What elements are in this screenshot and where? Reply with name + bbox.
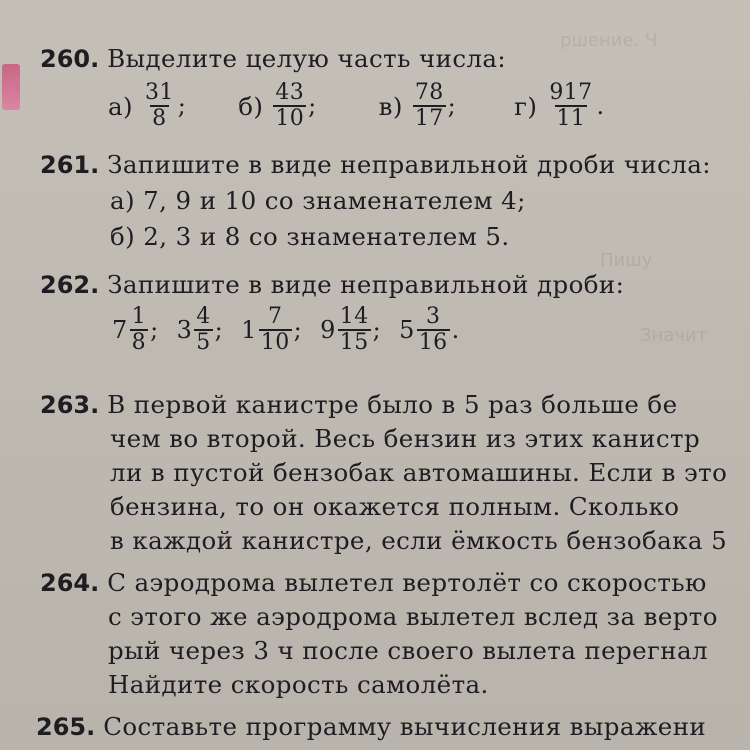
problem-265-heading: [36, 712, 706, 741]
fraction: [547, 82, 594, 130]
problem-number: 261.: [40, 151, 100, 179]
fraction: [130, 306, 148, 354]
problem-263-line-5: в каждой канистре, если ёмкость бензобака 5: [110, 526, 728, 555]
problem-261-heading: [40, 150, 711, 179]
bleed-through-text: Пишу: [600, 250, 653, 271]
separator: ;: [372, 316, 382, 344]
numerator: 7: [268, 304, 283, 329]
item-label: г): [514, 91, 538, 121]
separator: ;: [214, 316, 224, 344]
problem-number: 263.: [40, 391, 100, 419]
denominator: 8: [152, 106, 167, 131]
separator: .: [451, 316, 460, 344]
fraction: [273, 82, 306, 130]
fraction-item: [514, 82, 604, 130]
fraction-item: [238, 82, 316, 130]
problem-263-line-2: чем во второй. Весь бензин из этих канистр: [110, 424, 701, 453]
fraction: [417, 306, 450, 354]
problem-text: Запишите в виде неправильной дроби:: [107, 270, 625, 299]
numerator: 4: [196, 304, 211, 329]
problem-text: Запишите в виде неправильной дроби числа:: [107, 150, 711, 179]
fraction: [259, 306, 292, 354]
problem-262-mixed-numbers: [112, 306, 460, 354]
problem-262-heading: [40, 270, 624, 299]
numerator: 3: [425, 304, 441, 329]
mixed-number: [241, 306, 302, 354]
numerator: 917: [549, 80, 593, 105]
mixed-number: [177, 306, 224, 354]
separator: ;: [293, 316, 303, 344]
problem-261-line-b: б) 2, 3 и 8 со знаменателем 5.: [110, 222, 510, 251]
item-label: в): [378, 91, 403, 121]
separator: ;: [447, 92, 457, 120]
bleed-through-text: Значит: [640, 325, 708, 346]
problem-264-line-4: Найдите скорость самолёта.: [108, 670, 489, 699]
whole-part: 9: [320, 316, 336, 344]
denominator: 16: [418, 330, 448, 355]
denominator: 15: [339, 330, 369, 355]
whole-part: 1: [241, 316, 257, 344]
denominator: 5: [196, 330, 211, 355]
fraction: [413, 82, 446, 130]
bleed-through-text: ршение. Ч: [560, 30, 658, 51]
mixed-number: [112, 306, 159, 354]
item-label: а): [108, 91, 133, 121]
mixed-number: [320, 306, 381, 354]
fraction: [194, 306, 212, 354]
separator: ;: [150, 316, 159, 344]
fraction: [143, 82, 176, 130]
whole-part: 5: [399, 316, 415, 344]
numerator: 1: [131, 304, 147, 329]
fraction-item: [108, 82, 186, 130]
whole-part: 3: [176, 316, 193, 344]
separator: ;: [308, 92, 317, 120]
problem-number: 260.: [40, 45, 100, 73]
fraction-item: [379, 82, 456, 130]
separator: .: [596, 92, 605, 120]
problem-number: 265.: [36, 713, 96, 741]
problem-text: В первой канистре было в 5 раз больше бе: [107, 390, 678, 419]
numerator: 78: [414, 80, 444, 105]
denominator: 11: [556, 106, 586, 131]
denominator: 17: [414, 106, 444, 131]
problem-264-line-1: [40, 568, 707, 597]
item-label: б): [238, 91, 264, 121]
numerator: 43: [275, 80, 305, 105]
numerator: 14: [339, 304, 369, 329]
separator: ;: [177, 92, 187, 120]
problem-260-fractions: [108, 82, 605, 130]
problem-261-line-a: а) 7, 9 и 10 со знаменателем 4;: [110, 186, 526, 215]
mixed-number: [399, 306, 460, 354]
problem-264-line-3: рый через 3 ч после своего вылета перегнал: [108, 636, 708, 665]
whole-part: 7: [112, 316, 128, 344]
problem-number: 262.: [40, 271, 100, 299]
pink-marker-stroke: [2, 64, 20, 110]
denominator: 10: [275, 106, 305, 131]
denominator: 8: [131, 330, 147, 355]
problem-263-line-1: [40, 390, 677, 419]
problem-264-line-2: с этого же аэродрома вылетел вслед за верто: [108, 602, 718, 631]
problem-text: Составьте программу вычисления выражени: [103, 712, 707, 741]
problem-text: Выделите целую часть числа:: [107, 44, 507, 73]
problem-263-line-3: ли в пустой бензобак автомашины. Если в это: [110, 458, 728, 487]
problem-number: 264.: [40, 569, 100, 597]
problem-260-heading: [40, 44, 506, 73]
problem-263-line-4: бензина, то он окажется полным. Сколько: [110, 492, 680, 521]
fraction: [338, 306, 371, 354]
denominator: 10: [260, 330, 290, 355]
problem-text: С аэродрома вылетел вертолёт со скоростью: [107, 568, 707, 597]
numerator: 31: [144, 80, 174, 105]
